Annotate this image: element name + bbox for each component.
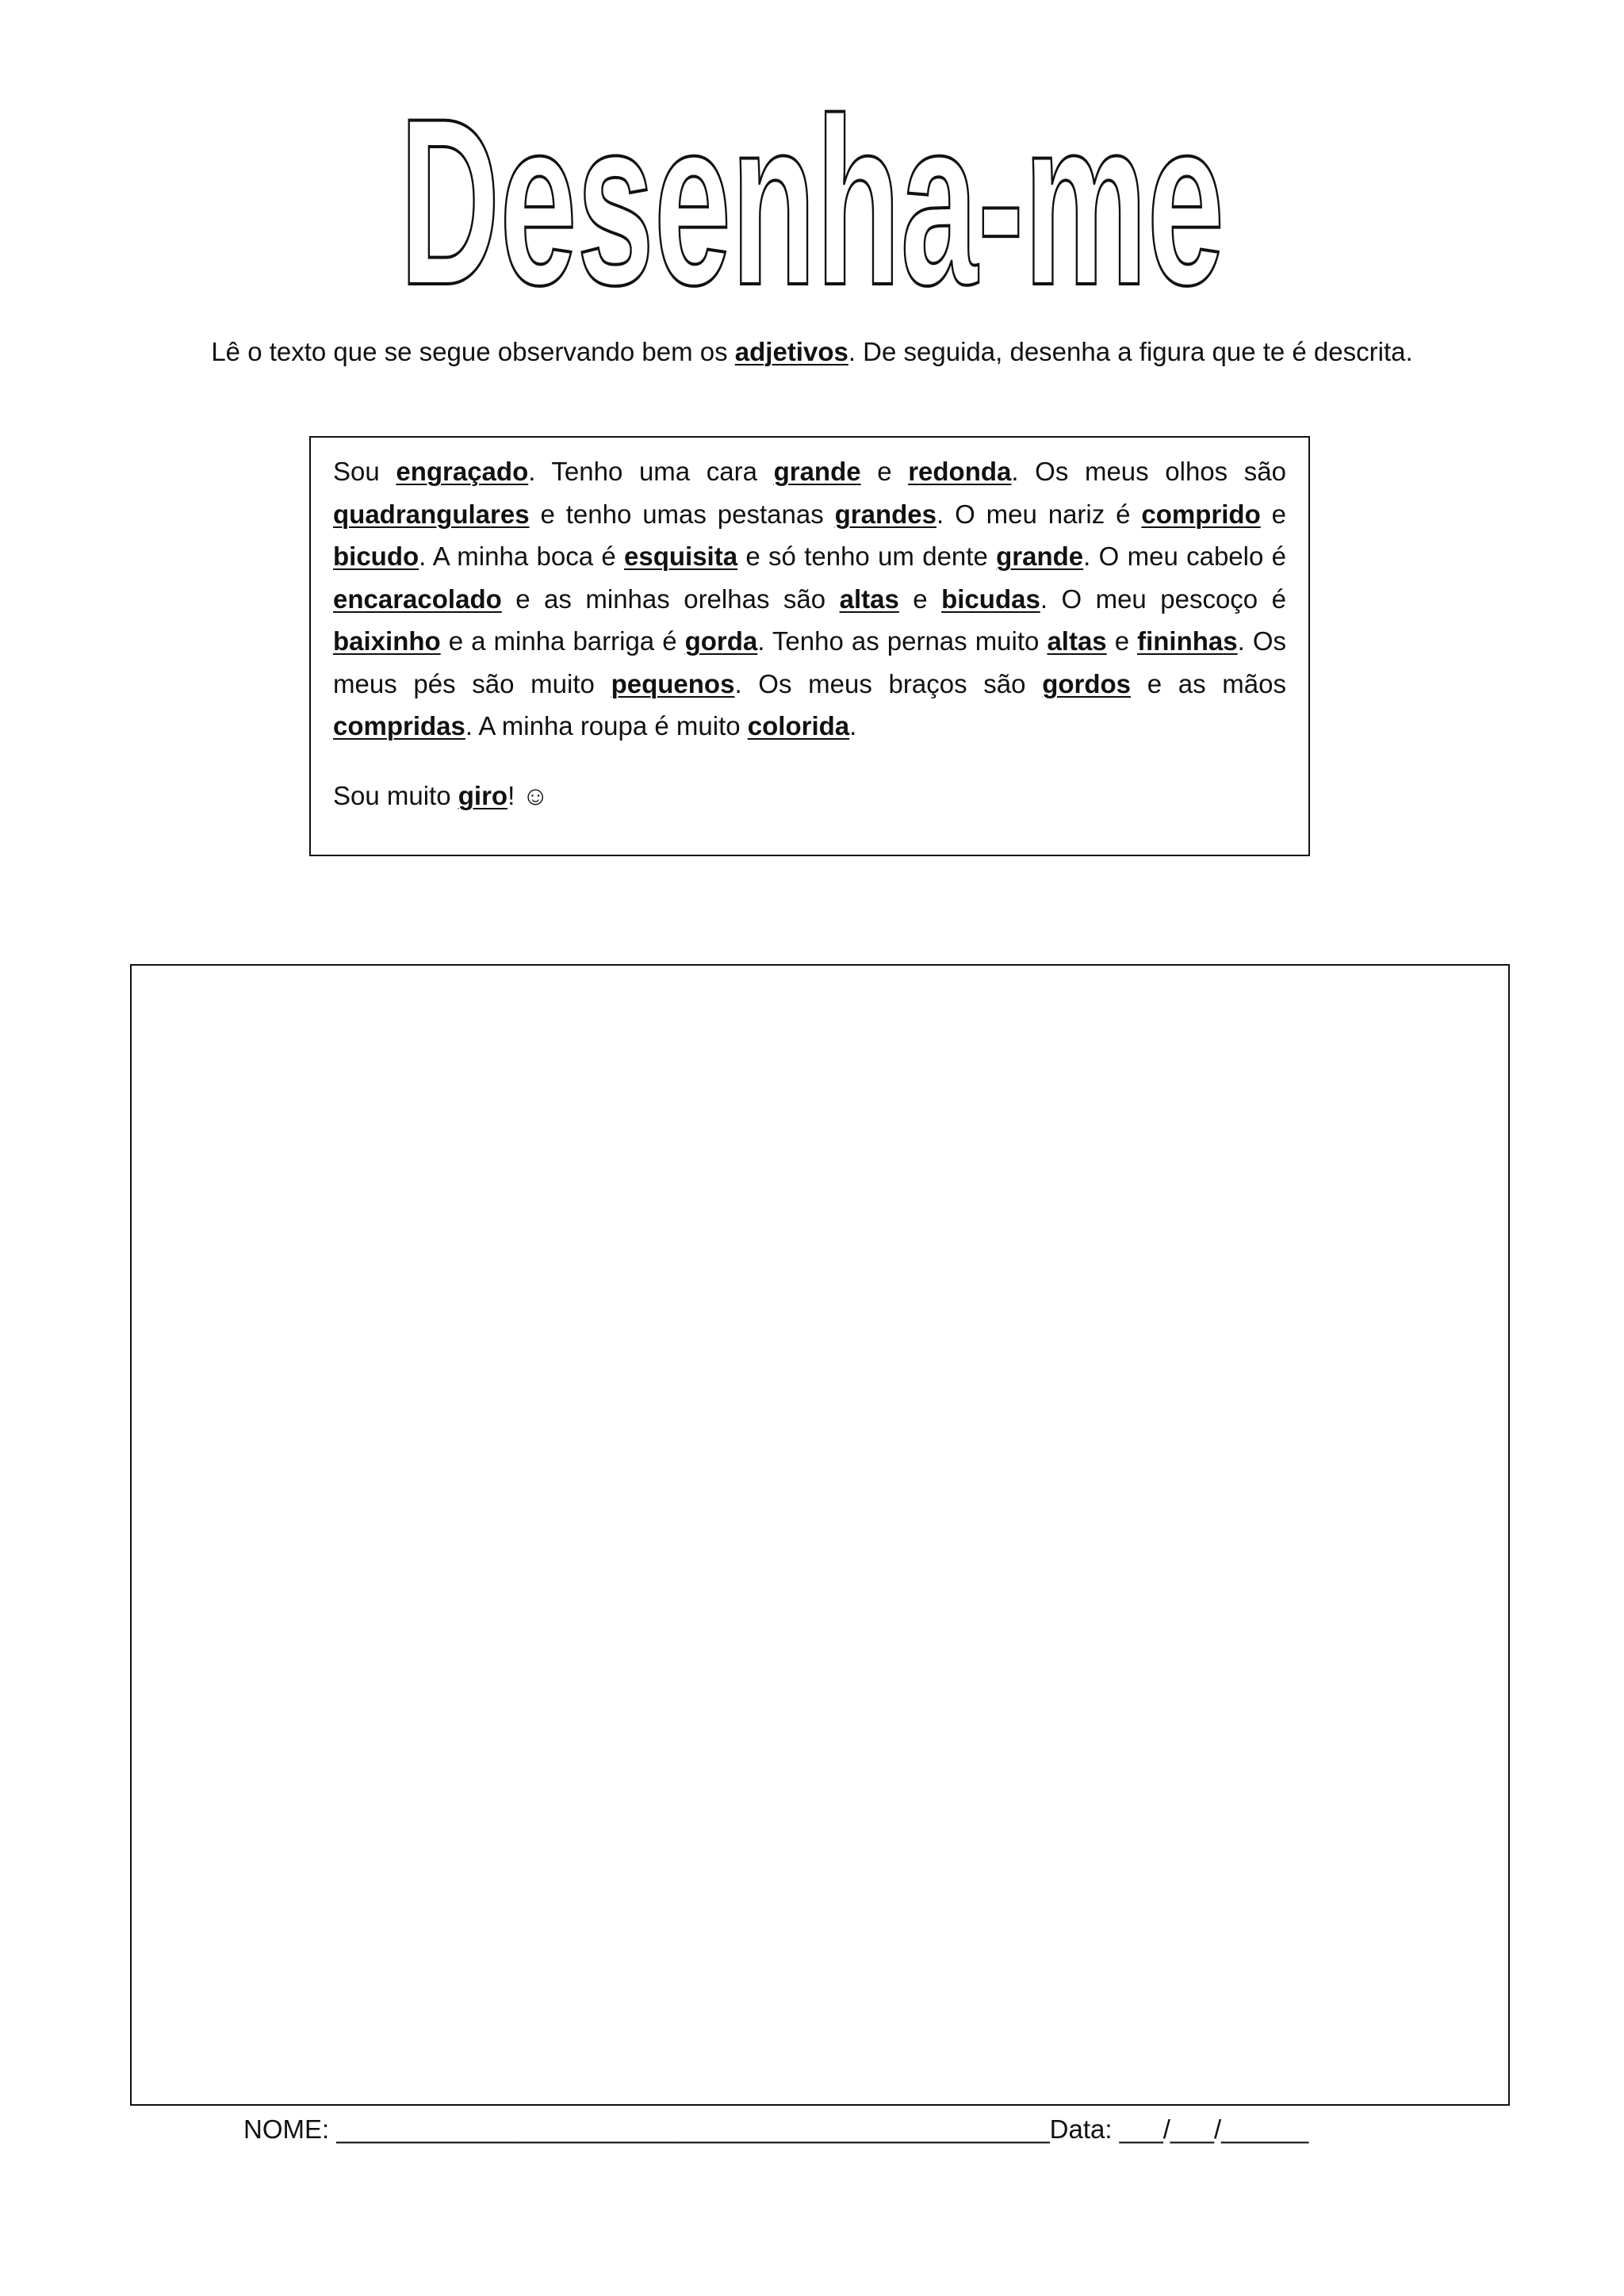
- adjective-word: bicudas: [941, 584, 1040, 614]
- adjective-word: redonda: [908, 457, 1012, 486]
- closing-keyword: giro: [458, 780, 508, 810]
- adjective-word: engraçado: [396, 457, 529, 486]
- description-text: e: [860, 457, 909, 486]
- instruction-before: Lê o texto que se segue observando bem os: [211, 337, 735, 366]
- closing-before: Sou muito: [333, 780, 458, 810]
- description-box: [309, 436, 1310, 856]
- description-text: e as minhas orelhas são: [501, 584, 840, 614]
- adjective-word: gorda: [684, 626, 758, 656]
- description-text: e: [1106, 626, 1138, 656]
- adjective-word: comprido: [1141, 499, 1261, 529]
- description-text: . A minha boca é: [419, 541, 625, 571]
- adjective-word: grande: [773, 457, 861, 486]
- description-text: .: [849, 711, 857, 740]
- page-title: [0, 95, 1624, 301]
- description-text: . Tenho as pernas muito: [757, 626, 1048, 656]
- adjective-word: esquisita: [624, 541, 738, 571]
- adjective-word: grandes: [834, 499, 936, 529]
- description-text: . O meu cabelo é: [1083, 541, 1287, 571]
- adjective-word: quadrangulares: [333, 499, 530, 529]
- adjective-word: grande: [996, 541, 1084, 571]
- adjective-word: altas: [1047, 626, 1107, 656]
- description-text: e: [1260, 499, 1286, 529]
- description-text: e tenho umas pestanas: [529, 499, 835, 529]
- adjective-word: gordos: [1042, 668, 1132, 698]
- adjective-word: bicudo: [333, 541, 419, 571]
- adjective-word: compridas: [333, 711, 465, 740]
- drawing-area[interactable]: [130, 964, 1510, 2106]
- description-text: e a minha barriga é: [440, 626, 685, 656]
- instruction-keyword: adjetivos: [734, 337, 848, 366]
- name-blank[interactable]: _________________________________________________: [336, 2114, 1050, 2144]
- name-label: NOME:: [243, 2114, 337, 2144]
- adjective-word: colorida: [747, 711, 850, 740]
- adjective-word: pequenos: [611, 668, 735, 698]
- closing-after: ! ☺: [508, 780, 550, 810]
- description-text: e as mãos: [1131, 668, 1286, 698]
- description-text: . A minha roupa é muito: [465, 711, 748, 740]
- instruction-text: [0, 333, 1624, 371]
- title-text: Desenha-me: [400, 95, 1224, 301]
- description-text: . Os meus olhos são: [1011, 457, 1286, 486]
- instruction-after: . De seguida, desenha a figura que te é descrita.: [848, 337, 1413, 366]
- date-label: Data:: [1049, 2114, 1120, 2144]
- adjective-word: fininhas: [1137, 626, 1238, 656]
- description-text: . O meu nariz é: [936, 499, 1142, 529]
- description-text: . Os meus pés são muito: [333, 626, 1287, 698]
- description-text: . O meu pescoço é: [1040, 584, 1286, 614]
- description-text: . Tenho uma cara: [528, 457, 774, 486]
- adjective-word: encaracolado: [333, 584, 502, 614]
- adjective-word: baixinho: [333, 626, 441, 656]
- footer-line: [243, 2110, 1393, 2149]
- description-text: e só tenho um dente: [737, 541, 997, 571]
- description-text: e: [898, 584, 942, 614]
- adjective-word: altas: [839, 584, 899, 614]
- description-text: . Os meus braços são: [734, 668, 1043, 698]
- date-blank[interactable]: ___/___/______: [1119, 2114, 1309, 2144]
- description-paragraph: [333, 450, 1286, 748]
- description-text: Sou: [333, 457, 396, 486]
- closing-line: [333, 775, 1286, 817]
